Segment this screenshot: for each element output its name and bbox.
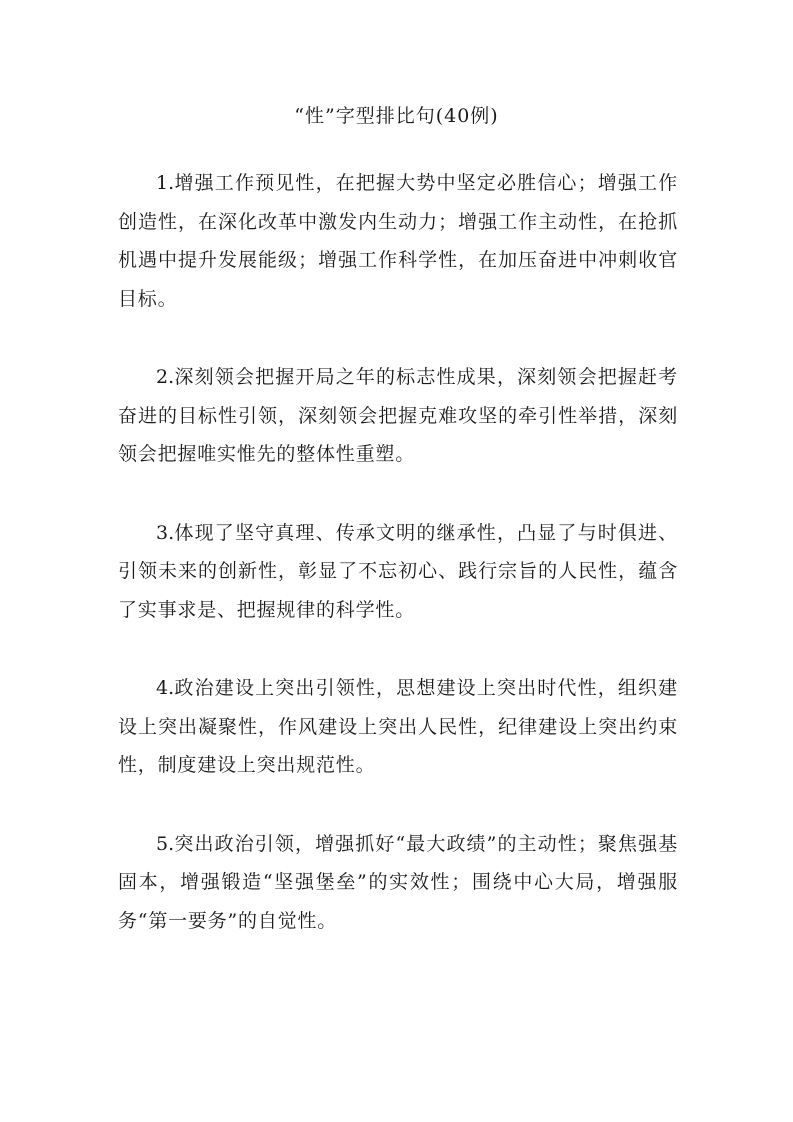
paragraph-text: 增强工作预见性，在把握大势中坚定必胜信心；增强工作创造性，在深化改革中激发内生动力；增强工作主动性，在抢抓机遇中提升发展能级；增强工作科学性，在加压奋进中冲刺收官目标。	[118, 172, 678, 310]
document-title: “性”字型排比句(40例)	[294, 105, 499, 127]
paragraph-number: 4.	[156, 677, 175, 699]
paragraph-5	[118, 825, 678, 941]
paragraph-text: 突出政治引领，增强抓好“最大政绩”的主动性；聚焦强基固本，增强锻造“坚强堡垒”的实效性；围绕中心大局，增强服务“第一要务”的自觉性。	[118, 832, 678, 932]
document-body	[118, 164, 678, 980]
paragraph-text: 政治建设上突出引领性，思想建设上突出时代性，组织建设上突出凝聚性，作风建设上突出人民性，纪律建设上突出约束性，制度建设上突出规范性。	[118, 677, 678, 776]
paragraph-number: 3.	[156, 521, 175, 544]
paragraph-4	[118, 669, 678, 785]
paragraph-1	[118, 164, 678, 318]
paragraph-2	[118, 358, 678, 474]
paragraph-text: 体现了坚守真理、传承文明的继承性，凸显了与时俱进、引领未来的创新性，彰显了不忘初心、践行宗旨的人民性，蕴含了实事求是、把握规律的科学性。	[118, 521, 678, 621]
paragraph-3	[118, 514, 678, 630]
paragraph-text: 深刻领会把握开局之年的标志性成果，深刻领会把握赶考奋进的目标性引领，深刻领会把握克难攻坚的牵引性举措，深刻领会把握唯实惟先的整体性重塑。	[118, 366, 678, 465]
paragraph-number: 2.	[156, 366, 175, 388]
paragraph-number: 1.	[156, 172, 175, 194]
paragraph-number: 5.	[156, 832, 175, 855]
